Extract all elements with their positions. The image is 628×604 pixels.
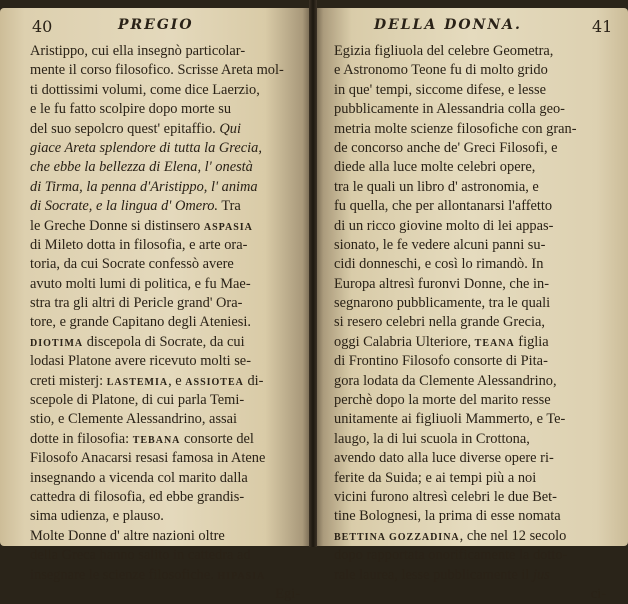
text-run: perchè dopo la morte del marito resse	[334, 392, 551, 409]
text-line	[334, 120, 606, 139]
text-run: di Frontino Filosofo consorte di Pita-	[334, 353, 548, 370]
text-line	[30, 120, 300, 139]
text-run: insegnando a vicenda col marito dalla	[30, 469, 248, 486]
text-line	[30, 469, 300, 488]
text-run: gora lodata da Clemente Alessandrino,	[334, 372, 557, 389]
text-run: creti misterj:	[30, 372, 107, 389]
text-line	[30, 197, 300, 216]
text-line	[30, 391, 300, 410]
text-line	[30, 100, 300, 119]
text-run: stra tra gli altri di Pericle grand' Ora-	[30, 295, 243, 312]
text-run: dotte in filosofia:	[30, 430, 133, 447]
text-line	[30, 410, 300, 429]
text-line	[334, 236, 606, 255]
text-line	[334, 313, 606, 332]
italic-text: di Socrate, e la lingua d' Omero.	[30, 198, 218, 215]
text-run: rale laurea, lesse pubblicamente il	[334, 566, 533, 583]
text-line	[334, 410, 606, 429]
text-line	[334, 333, 606, 352]
text-line	[334, 546, 606, 565]
text-line	[30, 139, 300, 158]
text-line	[30, 42, 300, 61]
text-run: in que' tempi, siccome difese, e lesse	[334, 81, 546, 98]
text-line	[334, 158, 606, 177]
text-run: unitamente ai figliuoli Mammerto, e Te-	[334, 411, 566, 428]
text-line	[334, 217, 606, 236]
text-run: sima udienza, e plauso.	[30, 508, 164, 525]
text-run: ferite da Suida; e ai tempi più a noi	[334, 469, 537, 486]
text-run: cattedra di filosofia, ed ebbe grandis-	[30, 488, 245, 505]
text-run: , che nel 12 secolo	[459, 527, 567, 544]
text-line	[30, 178, 300, 197]
text-line	[30, 333, 300, 352]
text-line	[334, 469, 606, 488]
catchword: Egi-	[275, 585, 300, 602]
text-run: diede alla luce molte celebri opere,	[334, 159, 536, 176]
text-line	[30, 449, 300, 468]
text-line	[334, 527, 606, 546]
text-run: Tra	[218, 198, 241, 215]
text-run: , e	[168, 372, 186, 389]
italic-text: Qui	[219, 120, 241, 137]
text-run: si resero celebri nella grande Grecia,	[334, 314, 545, 331]
italic-text: che ebbe la bellezza di Elena, l' onestà	[30, 159, 253, 176]
text-run: mente il corso filosofico. Scrisse Areta mol-	[30, 62, 284, 79]
text-run: ti dottissimi volumi, come dice Laerzio,	[30, 81, 260, 98]
text-run: lodasi Platone avere ricevuto molti se-	[30, 353, 251, 370]
text-line	[334, 449, 606, 468]
text-run: Molte Donne d' altre nazioni oltre	[30, 527, 225, 544]
text-line	[30, 158, 300, 177]
text-run: del suo sepolcro quest' epitaffio.	[30, 120, 220, 137]
text-line	[30, 255, 300, 274]
text-line	[334, 372, 606, 391]
text-run: pubblicamente in Alessandria colla geo-	[334, 101, 565, 118]
text-line	[30, 81, 300, 100]
text-line	[30, 61, 300, 80]
text-line	[30, 372, 300, 391]
text-line	[334, 430, 606, 449]
text-line	[334, 61, 606, 80]
text-run: dopo rapportata onorificamente la dotto-	[334, 547, 568, 564]
text-line	[334, 352, 606, 371]
text-run: laugo, la di lui scuola in Crottona,	[334, 430, 530, 447]
text-line	[30, 275, 300, 294]
page-text	[30, 42, 300, 604]
small-caps-name: BETTINA GOZZADINA	[334, 531, 460, 543]
text-run: Europa altresì furonvi Donne, che in-	[334, 275, 549, 292]
text-run: di un ricco giovine molto di lei appas-	[334, 217, 554, 234]
text-run: sionato, le fe vedere alcuni panni su-	[334, 236, 546, 253]
text-line	[334, 255, 606, 274]
text-run: figlia	[514, 333, 549, 350]
small-caps-name: TEANA	[474, 337, 515, 349]
italic-text: jus	[532, 566, 550, 583]
text-line	[334, 488, 606, 507]
text-line	[334, 294, 606, 313]
italic-text: di Tirma, la penna d'Aristippo, l' anima	[30, 178, 258, 195]
text-line	[334, 42, 606, 61]
text-run: avendo dato alla luce diverse opere ri-	[334, 450, 554, 467]
running-head: PREGIO	[118, 17, 194, 33]
text-line	[30, 566, 300, 585]
text-line	[30, 294, 300, 313]
text-line	[334, 139, 606, 158]
small-caps-name: DIOTIMA	[30, 337, 84, 349]
small-caps-name: ASPASIA	[203, 221, 253, 233]
text-line	[30, 430, 300, 449]
text-run: Aristippo, cui ella insegnò particolar-	[30, 43, 246, 59]
text-line	[30, 217, 300, 236]
text-run: tra le quali un libro d' astronomia, e	[334, 178, 539, 195]
text-line	[334, 81, 606, 100]
page-number: 40	[32, 17, 53, 36]
text-line	[30, 236, 300, 255]
text-line	[334, 178, 606, 197]
text-run: tine Bolognesi, la prima di esse nomata	[334, 508, 561, 525]
text-run: cidi donneschi, e così lo rimandò. In	[334, 256, 544, 273]
text-line	[30, 507, 300, 526]
text-run: oggi Calabria Ulteriore,	[334, 333, 475, 350]
text-run: e le fu fatto scolpire dopo morte su	[30, 101, 232, 118]
text-run: vicini furono altresì celebri le due Bet-	[334, 488, 557, 505]
italic-text: giace Areta splendore di tutta la Grecia,	[30, 139, 262, 156]
text-run: della Greca hanno salito in cattedra ad	[30, 547, 251, 564]
text-line	[30, 488, 300, 507]
text-line	[30, 546, 300, 565]
text-run: le Greche Donne si distinsero	[30, 217, 204, 234]
text-line	[30, 527, 300, 546]
right-page	[314, 8, 628, 602]
text-line	[334, 391, 606, 410]
catchword: ci-	[590, 585, 606, 602]
text-run: e Astronomo Teone fu di molto grido	[334, 62, 548, 79]
text-run: discepola di Socrate, da cui	[83, 333, 245, 350]
text-run: fu quella, che per allontanarsi l'affetto	[334, 198, 553, 215]
text-line	[334, 275, 606, 294]
text-line	[334, 100, 606, 119]
text-run: de concorso anche de' Greci Filosofi, e	[334, 139, 558, 156]
text-run: stio, e Clemente Alessandrino, assai	[30, 411, 238, 428]
running-head: DELLA DONNA.	[374, 17, 522, 33]
small-caps-name: TEBANA	[132, 434, 181, 446]
text-run: avuto molti lumi di politica, e fu Mae-	[30, 275, 251, 292]
page-text	[334, 42, 606, 604]
text-run: consorte del	[180, 430, 254, 447]
text-run: di-	[243, 372, 264, 389]
book-gutter	[309, 0, 317, 547]
text-line	[30, 352, 300, 371]
small-caps-name: ASSIOTEA	[185, 376, 244, 388]
text-line	[334, 507, 606, 526]
text-line	[334, 566, 606, 585]
text-run: toria, da cui Socrate confessò avere	[30, 256, 234, 273]
small-caps-name: HIPASIA	[217, 570, 266, 582]
page-number: 41	[592, 17, 613, 36]
text-run: segnarono pubblicamente, tra le quali	[334, 295, 551, 312]
text-run: insegnare le scienze filosofiche.	[30, 566, 218, 583]
text-run: scepole di Platone, di cui parla Temi-	[30, 392, 245, 409]
left-page	[0, 8, 312, 602]
text-line	[30, 313, 300, 332]
text-run: tore, e grande Capitano degli Ateniesi.	[30, 314, 251, 331]
text-run: Egizia figliuola del celebre Geometra,	[334, 43, 554, 59]
text-run: di Mileto dotta in filosofia, e arte ora-	[30, 236, 248, 253]
text-run: metria molte scienze filosofiche con gran-	[334, 120, 577, 137]
text-run: Filosofo Anacarsi resasi famosa in Atene	[30, 450, 266, 467]
small-caps-name: LASTEMIA	[106, 376, 169, 388]
text-line	[334, 197, 606, 216]
